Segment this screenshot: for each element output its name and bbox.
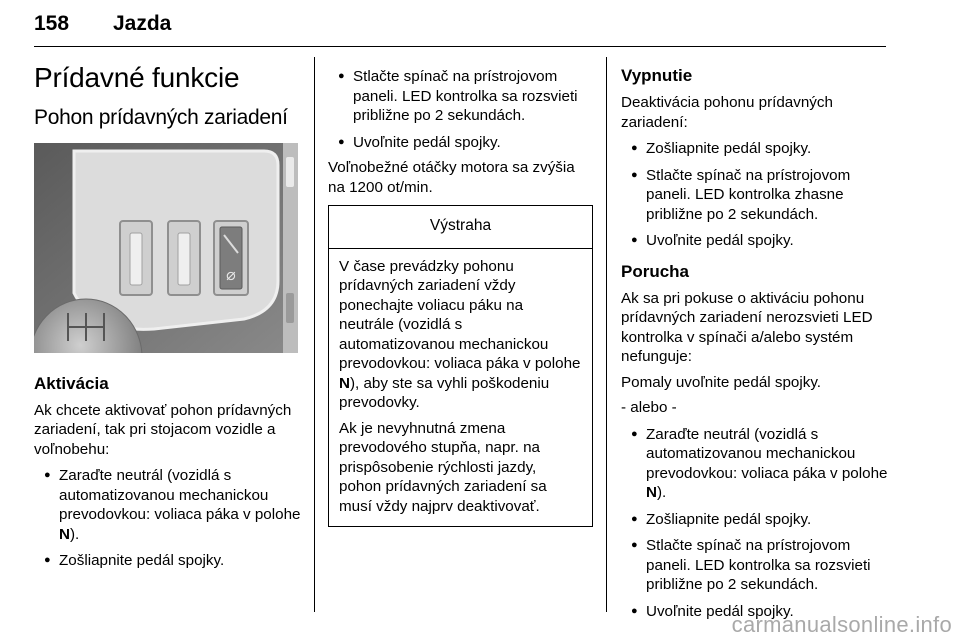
warning-box: [328, 205, 593, 527]
fault-or: - alebo -: [621, 399, 677, 416]
list-item: ● Uvoľnite pedál spojky.: [631, 232, 794, 249]
fault-text: Ak sa pri pokuse o aktiváciu pohonu prídavných zariadení nerozsvieti LED kontrolka v spínači a/alebo systém nefunguje:: [621, 289, 873, 365]
column-divider: [314, 57, 315, 612]
list-item: ● Zošliapnite pedál spojky.: [631, 140, 812, 157]
list-item: ● Zošliapnite pedál spojky.: [44, 552, 225, 569]
fault-instruction: Pomaly uvoľnite pedál spojky.: [621, 373, 822, 391]
list-item: ● Stlačte spínač na prístrojovom paneli. LED kontrolka sa rozsvieti približne po 2 sekundách.: [338, 68, 578, 124]
page-header: [34, 6, 886, 48]
column-1: [34, 57, 302, 571]
watermark: carmanualsonline.info: [731, 612, 952, 637]
warning-paragraph: Ak je nevyhnutná zmena prevodového stupňa, napr. na prispôsobenie rýchlosti jazdy, pohon prídavných zariadení sa musí vždy najprv deaktivovať.: [339, 419, 547, 515]
page-number: 158: [34, 12, 70, 35]
column-divider: [606, 57, 607, 612]
switch-panel-figure: [34, 143, 298, 353]
deactivation-intro: Deaktivácia pohonu prídavných zariadení:: [621, 94, 833, 131]
deactivation-heading: Vypnutie: [621, 66, 693, 85]
bullet-icon: ●: [44, 554, 51, 566]
list-item: ● Stlačte spínač na prístrojovom paneli. LED kontrolka zhasne približne po 2 sekundách.: [631, 166, 851, 223]
bullet-icon: ●: [44, 469, 51, 481]
activation-intro: Ak chcete aktivovať pohon prídavných zariadení, tak pri stojacom vozidle a voľnobehu:: [34, 401, 292, 458]
list-item: ● Uvoľnite pedál spojky.: [631, 602, 794, 620]
page-title: Prídavné funkcie: [34, 62, 240, 93]
pto-switch: [214, 221, 248, 295]
list-item: ● Uvoľnite pedál spojky.: [338, 133, 501, 151]
bullet-icon: ●: [631, 539, 638, 551]
list-item: ● Stlačte spínač na prístrojovom paneli. LED kontrolka sa rozsvieti približne po 2 sekundách.: [631, 537, 871, 593]
bullet-icon: ●: [631, 512, 638, 525]
bullet-icon: ●: [631, 604, 638, 617]
bullet-icon: ●: [631, 168, 638, 181]
fault-heading: Porucha: [621, 261, 690, 281]
column-2: [328, 57, 593, 527]
list-item: ● Zošliapnite pedál spojky.: [631, 510, 812, 528]
list-item: ● Zaraďte neutrál (vozidlá s automatizovanou mechanickou prevodovkou: voliaca páka v polohe N).: [631, 425, 888, 501]
subsection-title: Pohon prídavných zariadení: [34, 106, 288, 129]
bullet-icon: ●: [631, 142, 638, 154]
switch-1: [120, 221, 152, 295]
bullet-icon: ●: [338, 70, 345, 82]
bullet-icon: ●: [631, 427, 638, 440]
bullet-icon: ●: [338, 135, 345, 148]
warning-paragraph: V čase prevádzky pohonu prídavných zariadení vždy ponechajte voliacu páku na neutrále (vozidlá s automatizovanou mechanickou prevodovkou: voliaca páka v polohe N), aby ste sa vyhli poškodeniu prevodovky.: [339, 257, 581, 411]
column-3: [621, 57, 889, 621]
idle-note: Voľnobežné otáčky motora sa zvýšia na 1200 ot/min.: [328, 159, 575, 196]
section-title: Jazda: [113, 12, 172, 35]
switch-2: [168, 221, 200, 295]
activation-heading: Aktivácia: [34, 373, 109, 393]
header-rule: [34, 46, 886, 47]
bullet-icon: ●: [631, 234, 638, 246]
list-item: ● Zaraďte neutrál (vozidlá s automatizovanou mechanickou prevodovkou: voliaca páka v polohe N).: [44, 467, 301, 543]
warning-title: Výstraha: [329, 206, 592, 249]
pto-symbol-icon: ⌀: [226, 265, 236, 284]
